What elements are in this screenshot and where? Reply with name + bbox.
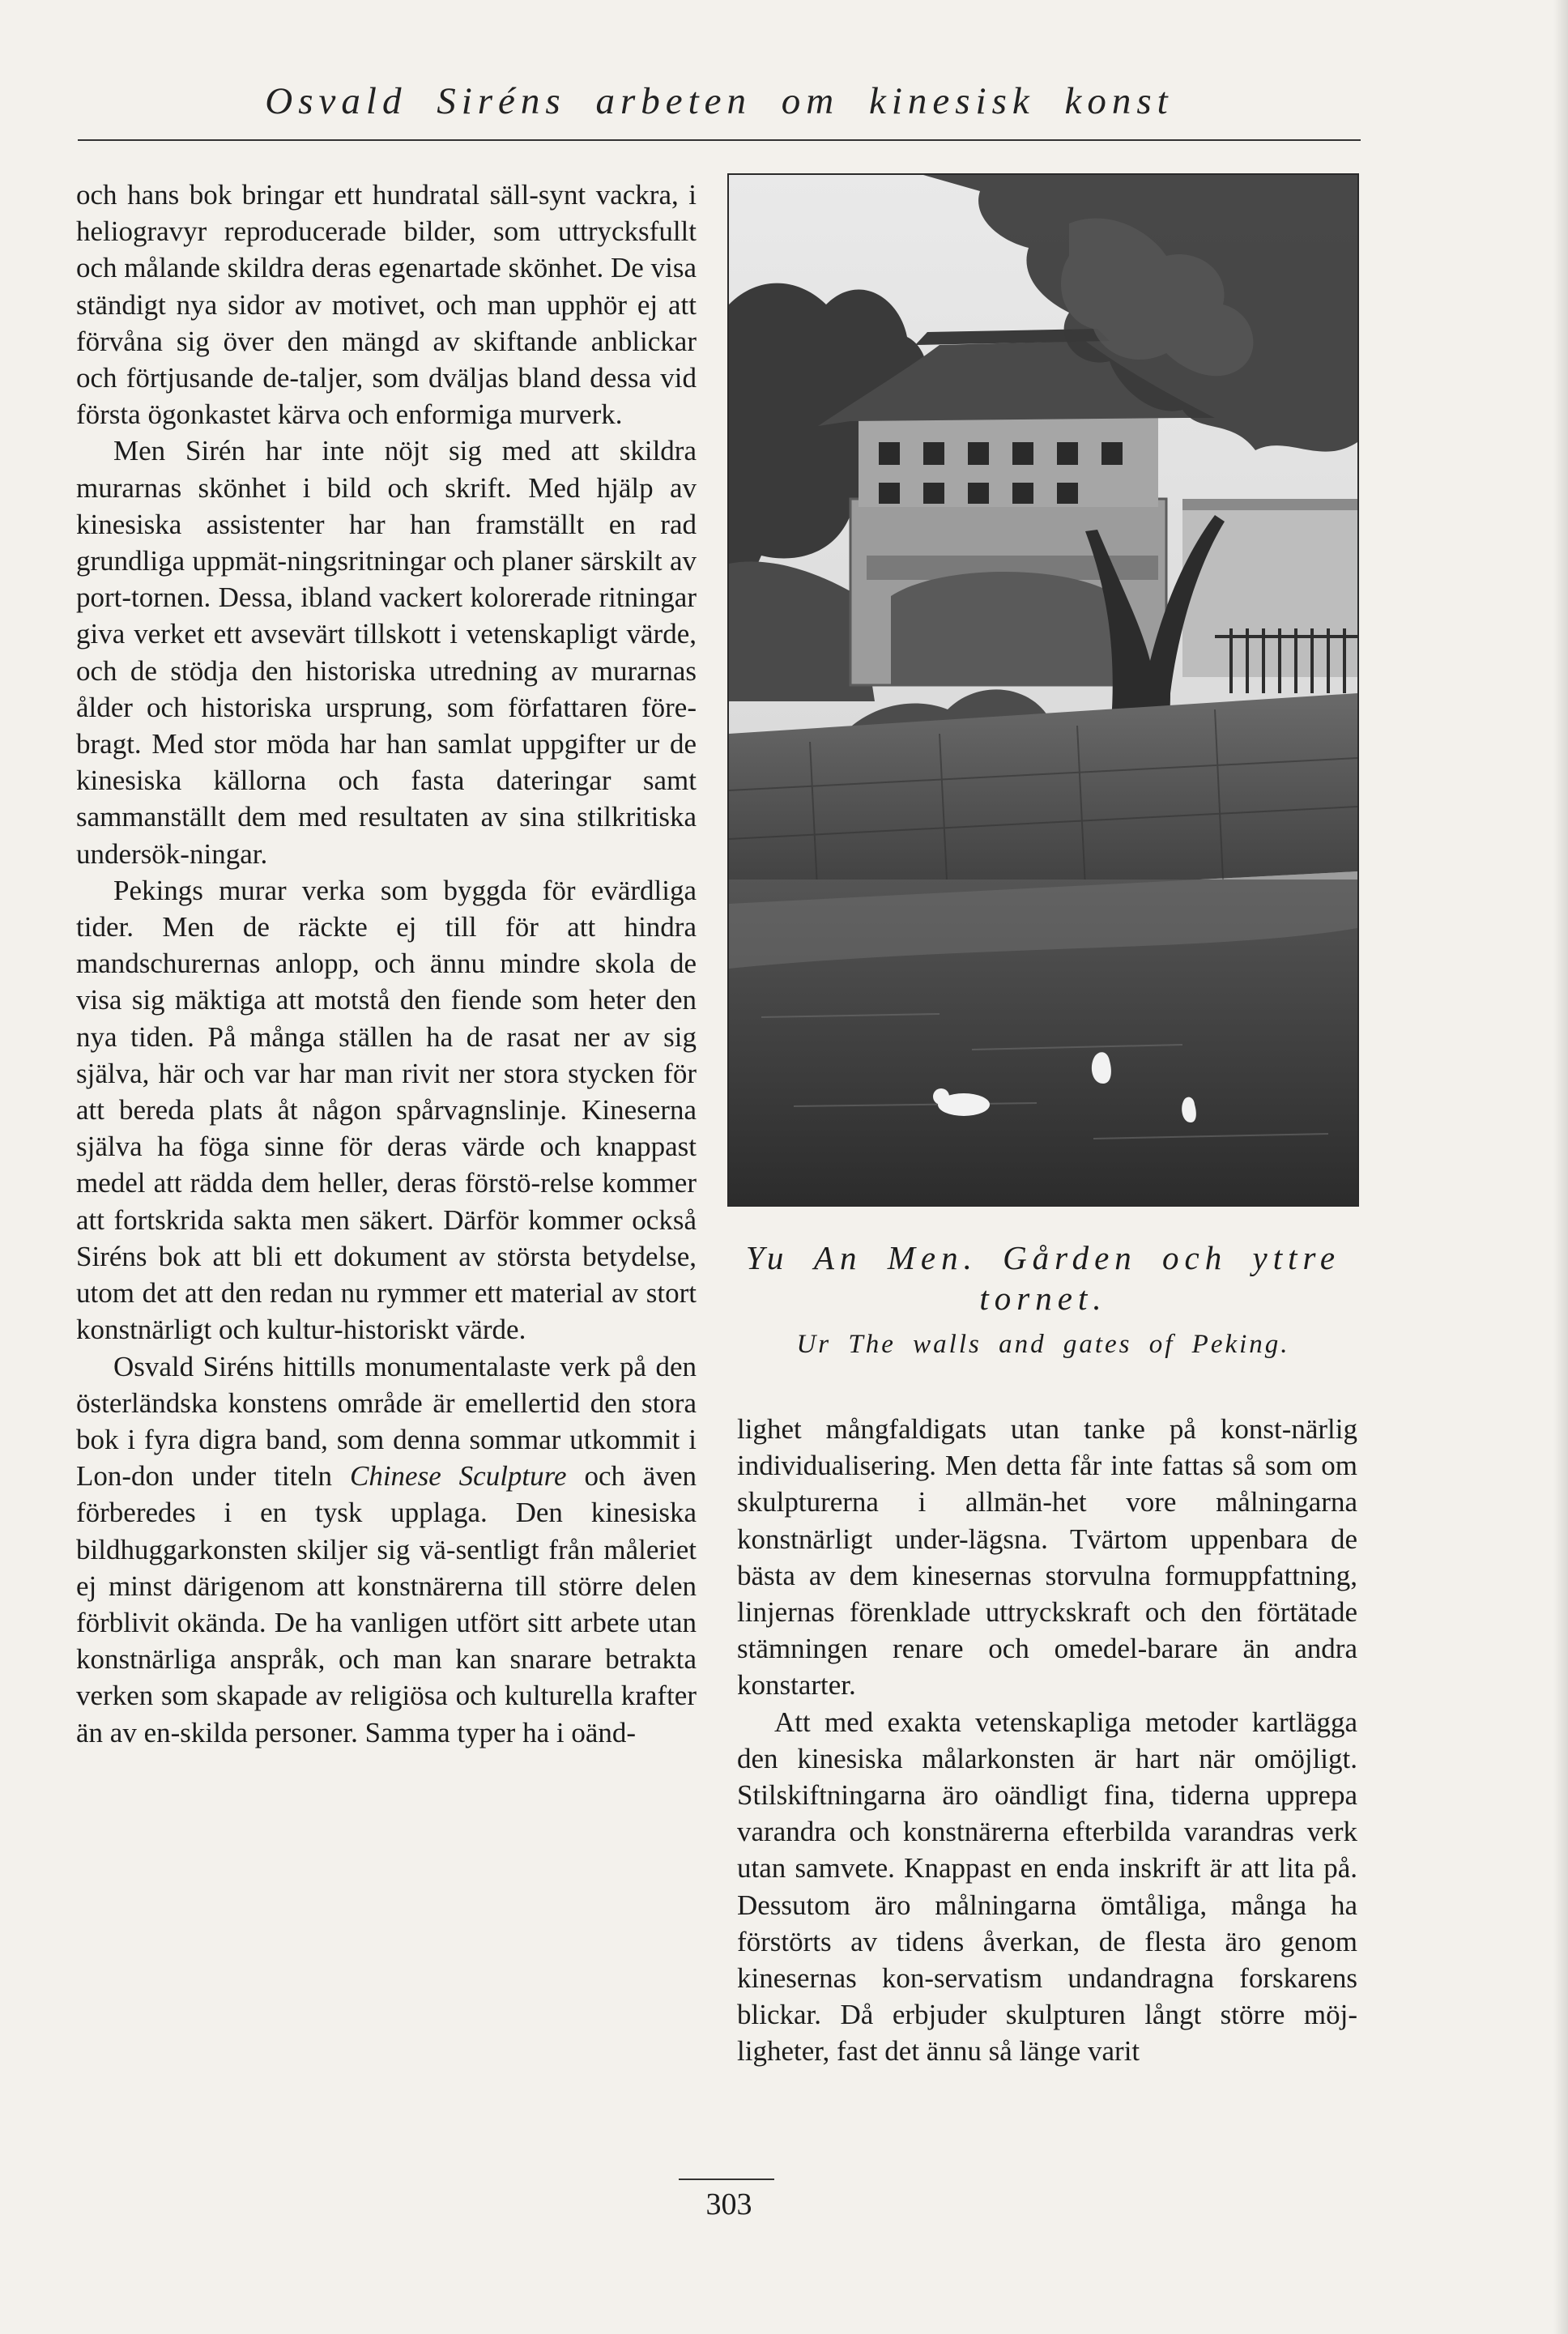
halftone-photo-gate-tower <box>727 173 1359 1207</box>
caption-title: Yu An Men. Gården och yttre tornet. <box>745 1239 1341 1317</box>
right-column <box>737 1411 1357 2070</box>
paragraph: Att med exakta vetenskapliga metoder kartlägga den kinesiska målarkonsten är hart när omöjligt. Stilskiftningarna äro oändligt fina, tiderna upprepa varandra och konstnärerna efterbilda varandras verk utan samvete. Knappast en enda inskrift är att lita på. Dessutom äro målningarna ömtåliga, många ha förstörts av tidens åverkan, de flesta äro genom kinesernas kon-servatism undandragna forskarens blickar. Då erbjuder skulpturen långt större möj-ligheter, fast det ännu så länge varit <box>737 1706 1357 2068</box>
paragraph <box>76 1348 697 1751</box>
paragraph: Pekings murar verka som byggda för evärdliga tider. Men de räckte ej till för att hindra mandschurernas anlopp, och ännu mindre skola de visa sig mäktiga att motstå den fiende som heter den nya tiden. På många ställen ha de rasat ner av sig själva, här och var har man rivit ner stora stycken för att bereda plats åt någon spårvagnslinje. Kineserna själva ha föga sinne för deras värde och knappast medel att rädda dem heller, deras förstö-relse kommer att fortskrida sakta men säkert. Därför kommer också Siréns bok att bli ett dokument av största betydelse, utom det att den redan nu rymmer ett material av stort konstnärligt och kultur-historiskt värde. <box>76 874 697 1346</box>
left-column <box>76 177 697 1751</box>
page-edge-shadow <box>1553 0 1568 2334</box>
figure-caption <box>727 1237 1359 1360</box>
paragraph: Men Sirén har inte nöjt sig med att skildra murarnas skönhet i bild och skrift. Med hjälp av kinesiska assistenter har han framställt en rad grundliga uppmät-ningsritningar och planer särskilt av port-tornen. Dessa, ibland vackert kolorerade ritningar giva verket ett avsevärt tillskott i vetenskapligt värde, och de stödja den historiska utredning av murarnas ålder och historiska ursprung, som författaren före-bragt. Med stor möda har han samlat uppgifter ur de kinesiska källorna och fasta dateringar samt sammanställt dem med resultaten av sina stilkritiska undersök-ningar. <box>76 435 697 870</box>
header-rule <box>78 139 1361 141</box>
paragraph: och hans bok bringar ett hundratal säll-synt vackra, i heliogravyr reproducerade bilder, som uttrycksfullt och målande skildra deras egenartade skönhet. De visa ständigt nya sidor av motivet, och man upphör ej att förvåna sig över den mängd av skiftande anblickar och förtjusande de-taljer, som dväljas bland dessa vid första ögonkastet kärva och enformiga murverk. <box>76 179 697 431</box>
page-number: 303 <box>705 2187 752 2221</box>
paragraph: lighet mångfaldigats utan tanke på konst-närlig individualisering. Men detta får inte fattas så som om skulpturerna i allmän-het vore målningarna konstnärligt under-lägsna. Tvärtom uppenbara de bästa av dem kinesernas storvulna formuppfattning, linjernas förenklade uttryckskraft och den förtätade stämningen renare och omedel-barare än andra konstarter. <box>737 1413 1357 1702</box>
caption-source: Ur The walls and gates of Peking. <box>796 1330 1290 1359</box>
text-run: och även förberedes i en tysk upplaga. Den kinesiska bildhuggarkonsten skiljer sig vä-sentligt från måleriet ej minst därigenom att konstnärerna till större delen förblivit okända. De ha vanligen utfört sitt arbete utan konstnärliga anspråk, och man kan snarare betrakta verken som skapade av religiösa och kulturella krafter än av en-skilda personer. Samma typer ha i oänd- <box>76 1460 697 1748</box>
folio-rule <box>679 2179 774 2180</box>
text-run: Osvald Siréns hittills monumentalaste verk på den österländska konstens område är emellertid den stora bok i fyra digra band, som denna sommar utkommit i Lon-don under titeln <box>76 1350 697 1493</box>
running-title: Osvald Siréns arbeten om kinesisk konst <box>265 80 1174 122</box>
book-title: Chinese Sculpture <box>349 1460 567 1493</box>
